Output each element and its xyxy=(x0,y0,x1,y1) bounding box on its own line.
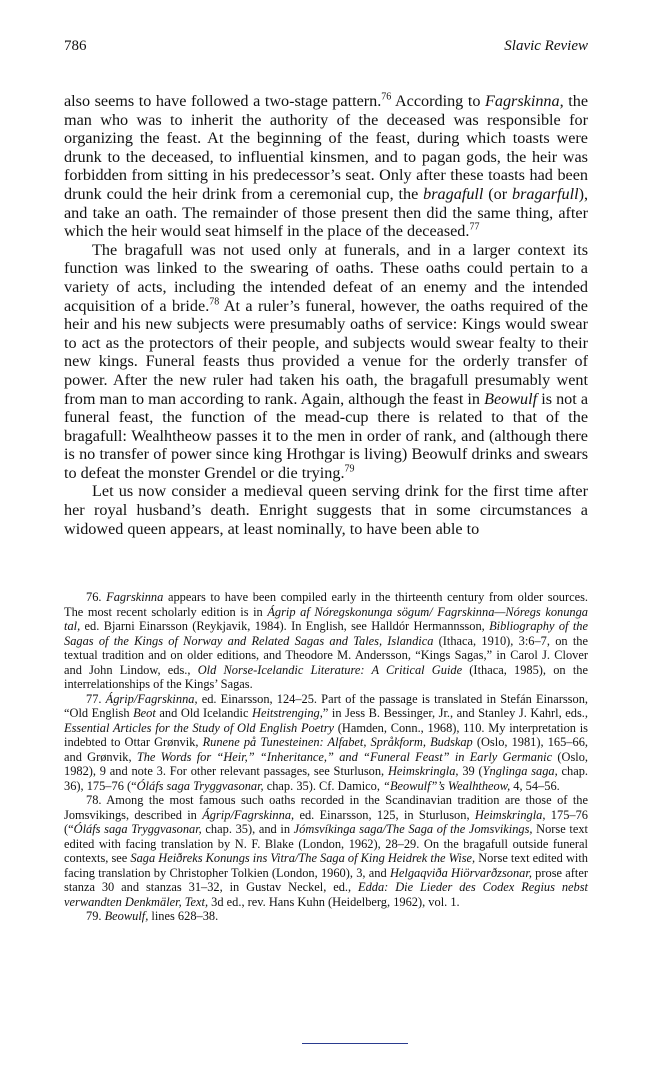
main-text xyxy=(64,92,588,538)
footnote-78 xyxy=(64,793,588,909)
text-run: 4, 54–56. xyxy=(510,778,560,793)
text-run: ), and take an oath. The remainder of those present then did the same thing, after which the heir would seat himself in the place of the deceased. xyxy=(64,184,589,241)
italic-title: Fagrskinna xyxy=(106,590,164,604)
italic-title: Heitstrenging, xyxy=(252,706,323,720)
italic-title: Beowulf xyxy=(484,389,538,408)
text-run: the man who was to inherit the authority of the deceased was responsible for organizing the feast. At the beginning of the feast, during which toasts were drunk to the deceased, to influential kinsmen, and to pagan gods, the heir was forbidden from sitting in his predecessor’s seat. Only after these toasts had been drunk could the heir drink from a ceremonial cup, the xyxy=(64,92,588,203)
text-run: ” in Jess B. Bessinger, Jr., and Stanley J. Kahrl, eds., xyxy=(322,706,588,720)
italic-title: Heimskringla, xyxy=(387,764,459,778)
text-run: Norse text edited with facing translation by Christopher Tolkien (London, 1960), 3, and xyxy=(64,851,589,880)
text-run: ed. Einarsson, 124–25. Part of the passage is translated in Stefán Einarsson, “Old English xyxy=(64,691,588,720)
text-run: ed. Bjarni Einarsson (Reykjavik, 1984). In English, see Halldór Hermannsson, xyxy=(80,619,490,633)
text-run: 175–76 (“ xyxy=(64,807,588,836)
text-run: The bragafull was not used only at funerals, and in a larger context its function was linked to the swearing of oaths. These oaths could pertain to a variety of acts, including the intended defeat of an enemy and the intended acquisition of a bride. xyxy=(64,240,588,315)
footnote-ref-77: 77 xyxy=(469,221,480,233)
italic-title: Beowulf, xyxy=(104,909,149,923)
journal-title: Slavic Review xyxy=(504,38,588,54)
text-run: lines 628–38. xyxy=(148,909,219,923)
bottom-rule xyxy=(302,1043,408,1044)
italic-title: Essential Articles for the Study of Old English Poetry xyxy=(64,720,335,735)
text-run: appears to have been compiled early in the thirteenth century from older sources. The most recent scholarly edition is in xyxy=(64,590,588,619)
footnote-number: 78. xyxy=(86,793,102,807)
text-run: (Oslo, 1982), 9 and note 3. For other relevant passages, see Sturluson, xyxy=(64,749,588,778)
text-run: chap. 36), 175–76 (“ xyxy=(64,764,588,793)
text-run: (or xyxy=(483,184,513,203)
italic-title: Heimskringla, xyxy=(474,807,546,822)
italic-title: The Words for “Heir,” “Inheritance,” and “Funeral Feast” in Early Germanic xyxy=(136,749,553,764)
paragraph-3: Let us now consider a medieval queen serving drink for the first time after her royal husband’s death. Enright suggests that in some circumstances a widowed queen appears, at least nominally, to have been able to xyxy=(64,482,588,538)
text-run: 3d ed., rev. Hans Kuhn (Heidelberg, 1962), vol. 1. xyxy=(208,894,460,909)
footnote-ref-78: 78 xyxy=(209,296,220,308)
text-run: (Ithaca, 1985), on the interrelationships of the Kings’ Sagas. xyxy=(64,662,588,691)
italic-title: Óláfs saga Tryggvasonar, xyxy=(73,822,202,836)
footnote-79 xyxy=(64,909,588,924)
text-run: Among the most famous such oaths recorded in the Scandinavian tradition are those of the Jomsvikings, described in xyxy=(64,793,588,822)
italic-title: “Beowulf”’s Wealhtheow, xyxy=(383,778,511,793)
italic-title: Edda: Die Lieder des Codex Regius nebst verwandten Denkmäler, Text, xyxy=(64,880,588,909)
italic-title: Helgaqviða Hiörvarðzsonar, xyxy=(389,865,532,880)
footnote-number: 79. xyxy=(86,909,102,923)
text-run: According to xyxy=(391,92,485,110)
italic-title: Beot xyxy=(133,706,156,720)
paragraph-2 xyxy=(64,241,588,483)
text-run: (Oslo, 1981), 165–66, and Grønvik, xyxy=(64,735,588,764)
footnote-76 xyxy=(64,590,588,692)
italic-title: Ágrip af Nóregskonunga sögum/ Fagrskinna—Nóregs konunga tal, xyxy=(64,604,588,633)
text-run: prose after stanza 30 and stanzas 31–32, in Gustav Neckel, ed., xyxy=(64,865,588,894)
text-run: 39 ( xyxy=(458,764,483,778)
italic-title: Fagrskinna, xyxy=(484,92,564,110)
text-run: chap. 35). Cf. Damico, xyxy=(263,778,384,793)
text-run: ed. Einarsson, 125, in Sturluson, xyxy=(294,807,475,822)
italic-term: bragafull xyxy=(423,184,484,203)
italic-title: Ágrip/Fagrskinna, xyxy=(202,807,295,822)
text-run: At a ruler’s funeral, however, the oaths required of the heir and his new subjects were presumably oaths of service: Kings would swear to act as the protectors of their people, and subjects would swear fealty to their new kings. Funeral feasts thus provided a venue for the orderly transfer of power. After the new ruler had taken his oath, the bragafull presumably went from man to man according to rank. Again, although the feast in xyxy=(64,296,588,408)
italic-term: bragarfull xyxy=(512,184,579,203)
text-run: chap. 35), and in xyxy=(201,822,294,836)
footnotes xyxy=(64,590,588,924)
italic-title: Bibliography of the Sagas of the Kings of Norway and Related Sagas and Tales, Islandica xyxy=(64,619,588,648)
italic-title: Óláfs saga Tryggvasonar, xyxy=(136,778,264,793)
italic-title: Ynglinga saga, xyxy=(482,764,558,778)
italic-title: Runene på Tunesteinen: Alfabet, Språkform, Budskap xyxy=(202,735,473,749)
italic-title: Old Norse-Icelandic Literature: A Critical Guide xyxy=(197,662,463,677)
text-run: (Ithaca, 1910), 3:6–7, on the textual tradition and on older editions, and Theodore M. Andersson, “Kings Sagas,” in Carol J. Clover and John Lindow, eds., xyxy=(64,633,588,677)
italic-title: Ágrip/Fagrskinna, xyxy=(105,691,198,706)
footnote-77 xyxy=(64,692,588,794)
italic-title: Jómsvíkinga saga/The Saga of the Jomsvikings, xyxy=(293,822,533,836)
text-run: also seems to have followed a two-stage pattern. xyxy=(64,92,382,110)
text-run: Norse text edited with facing translation by N. F. Blake (London, 1962), 28–29. On the bragafull outside funeral contexts, see xyxy=(64,822,588,865)
page-number: 786 xyxy=(64,38,87,54)
text-run: (Hamden, Conn., 1968), 110. My interpretation is indebted to Ottar Grønvik, xyxy=(64,720,588,749)
paragraph-1 xyxy=(64,92,588,241)
footnote-number: 76. xyxy=(86,590,102,604)
text-run: is not a funeral feast, the function of the mead-cup there is related to that of the bragafull: Wealhtheow passes it to the men in order of rank, and (although there is no transfer of power since king Hrothgar is living) Beowulf drinks and swears to defeat the monster Grendel or die trying. xyxy=(64,389,588,482)
footnote-number: 77. xyxy=(86,691,102,706)
footnote-ref-76: 76 xyxy=(381,91,392,103)
running-header xyxy=(64,38,588,60)
italic-title: Saga Heiðreks Konungs ins Vitra/The Saga of King Heidrek the Wise, xyxy=(130,851,476,865)
footnote-ref-79: 79 xyxy=(344,463,355,475)
text-run: and Old Icelandic xyxy=(155,706,253,720)
